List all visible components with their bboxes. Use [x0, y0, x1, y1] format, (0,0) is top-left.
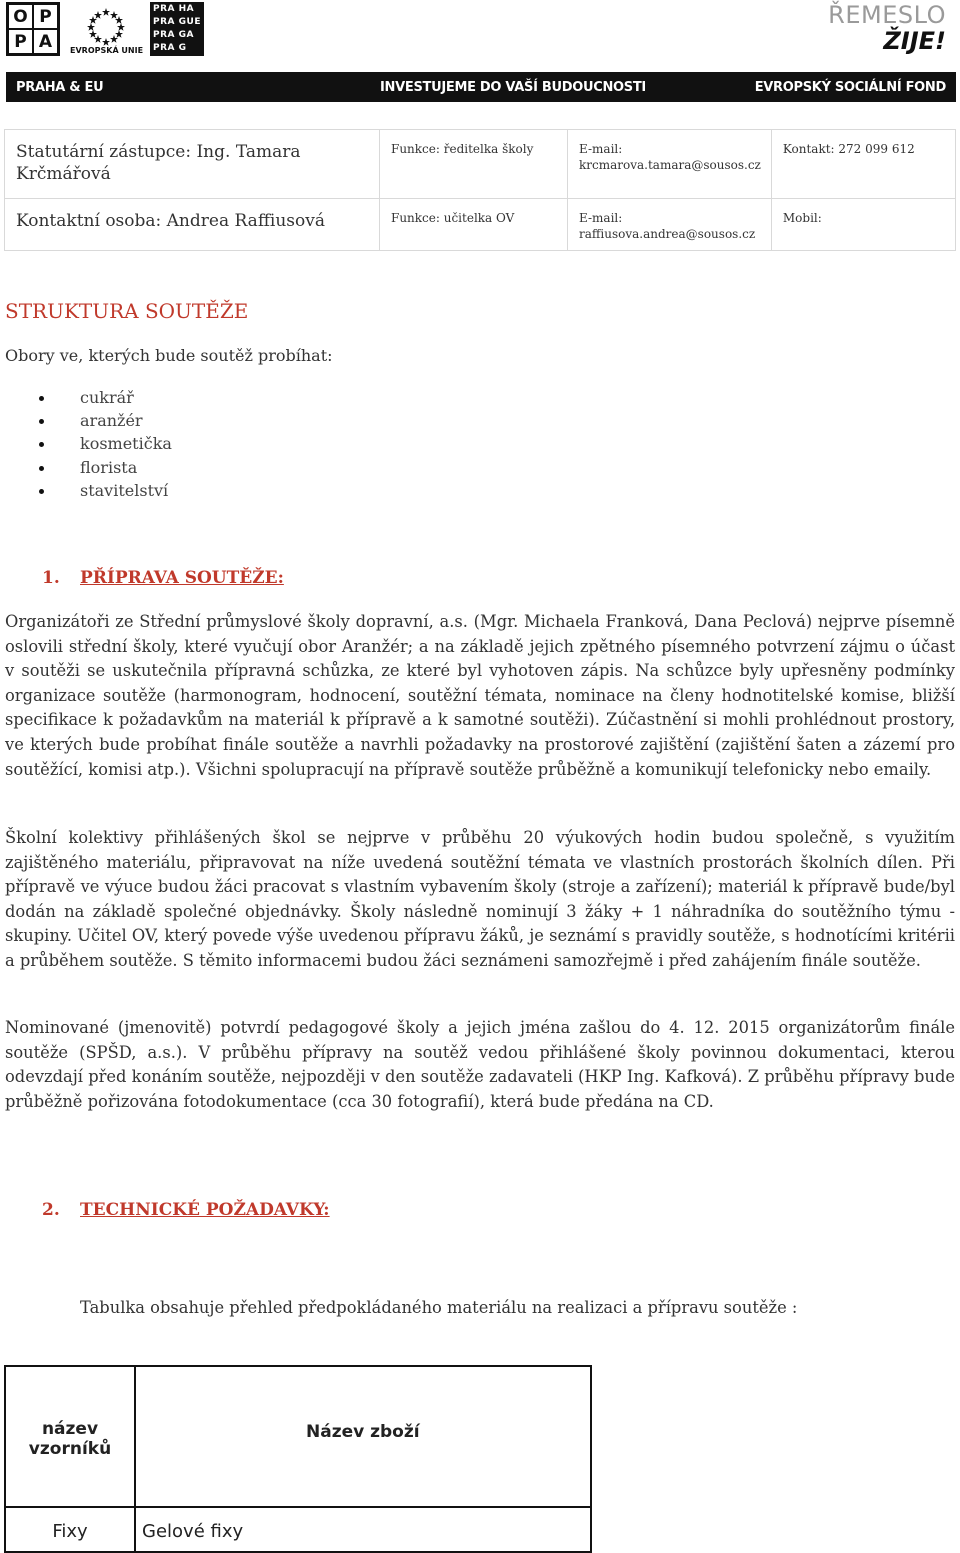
remeslo-logo-line2: ŽIJE! [883, 27, 946, 55]
table-row [5, 1507, 591, 1552]
list-item: stavitelství [30, 479, 172, 502]
contact-phone: Kontakt: 272 099 612 [771, 130, 955, 199]
praha-logo-line: PRA GUE [153, 17, 201, 27]
opp-a-logo [6, 2, 60, 56]
contact-table [4, 129, 956, 251]
eu-flag-icon [70, 2, 142, 48]
contact-email[interactable]: raffiusova.andrea@sousos.cz [579, 227, 756, 241]
contact-role: Kontaktní osoba: Andrea Raffiusová [5, 199, 380, 251]
fields-list [30, 386, 172, 502]
contact-function: Funkce: ředitelka školy [380, 130, 568, 199]
list-item: kosmetička [30, 432, 172, 455]
contact-role: Statutární zástupce: Ing. Tamara Krčmářová [5, 130, 380, 199]
header-banner [6, 72, 956, 102]
contact-email[interactable]: krcmarova.tamara@sousos.cz [579, 158, 761, 172]
banner-right-text: EVROPSKÝ SOCIÁLNÍ FOND [754, 80, 946, 95]
list-item: florista [30, 456, 172, 479]
list-item: aranžér [30, 409, 172, 432]
praha-logo-line: PRA GA [153, 30, 194, 40]
contact-phone: Mobil: [771, 199, 955, 251]
contact-email-label: E-mail: [579, 211, 623, 225]
fields-intro: Obory ve, kterých bude soutěž probíhat: [5, 346, 333, 365]
opp-logo-letter: A [33, 29, 58, 54]
contact-email-label: E-mail: [579, 142, 623, 156]
banner-left-text: PRAHA & EU [16, 80, 104, 95]
table-header-row [5, 1366, 591, 1507]
materials-table [4, 1365, 592, 1553]
paragraph: Školní kolektivy přihlášených škol se nejprve v průběhu 20 výukových hodin budou společně, s využitím zajištěného materiálu, připravovat na níže uvedená soutěžní témata ve vlastních prostorách školních dílen. Při přípravě ve výuce budou žáci pracovat s vlastním vybavením školy (stroje a zařízení); materiál k přípravě bude/byl dodán na základě společné objednávky. Školy následně nominují 3 žáky + 1 náhradníka do soutěžního týmu - skupiny. Učitel OV, který povede výše uvedenou přípravu žáků, je seznámí s pravidly soutěže, s hodnotícími kritérii a průběhem soutěže. S těmito informacemi budou žáci seznámeni samozřejmě i před zahájením finále soutěže. [5, 828, 955, 970]
contact-email-cell [568, 199, 772, 251]
column-header: název vzorníků [5, 1366, 135, 1507]
praha-logo [150, 2, 204, 56]
opp-logo-letter: P [33, 4, 58, 29]
remeslo-logo-line1: ŘEMESLO [828, 1, 946, 29]
praha-logo-line: PRA HA [153, 4, 195, 14]
contact-row [5, 130, 956, 199]
structure-heading: STRUKTURA SOUTĚŽE [5, 299, 249, 323]
contact-row [5, 199, 956, 251]
remeslo-zije-logo [828, 2, 946, 54]
praha-logo-line: PRA G [153, 43, 187, 53]
table-intro: Tabulka obsahuje přehled předpokládaného materiálu na realizaci a přípravu soutěže : [80, 1298, 798, 1317]
banner-center-text: INVESTUJEME DO VAŠÍ BUDOUCNOSTI [380, 80, 646, 95]
contact-function: Funkce: učitelka OV [380, 199, 568, 251]
paragraph: Nominované (jmenovitě) potvrdí pedagogové školy a jejich jména zašlou do 4. 12. 2015 organizátorům finále soutěže (SPŠD, a.s.). V průběhu přípravy na soutěž vedou přihlášené školy povinnou dokumentaci, kterou odevzdají před konáním soutěže, nejpozději v den soutěže zadavateli (HKP Ing. Kafková). Z průběhu přípravy bude průběžně pořizována fotodokumentace (cca 30 fotografií), která bude předána na CD. [5, 1018, 955, 1111]
contact-email-cell [568, 130, 772, 199]
section-number: 1. [42, 568, 60, 588]
opp-logo-letter: P [8, 29, 33, 54]
table-cell: Gelové fixy [135, 1507, 591, 1552]
eu-caption: EVROPSKÁ UNIE [70, 46, 144, 55]
section-title: PŘÍPRAVA SOUTĚŽE: [80, 568, 284, 588]
paragraph: Organizátoři ze Střední průmyslové školy dopravní, a.s. (Mgr. Michaela Franková, Dana Peclová) nejprve písemně oslovili střední školy, které vyučují obor Aranžér; a na základě jejich zpětného písemného potvrzení zájmu o účast v soutěži se uskutečnila přípravná schůzka, ze které byl vyhotoven zápis. Na schůzce byly upřesněny podmínky organizace soutěže (harmonogram, hodnocení, soutěžní témata, nominace na členy hodnotitelské komise, bližší specifikace k požadavkům na materiál k přípravě a k samotné soutěži). Zúčastnění si mohli prohlédnout prostory, ve kterých bude probíhat finále soutěže a navrhli požadavky na prostorové zajištění (zajištění šaten a zázemí pro soutěžící, komisi atp.). Všichni spolupracují na přípravě soutěže průběžně a komunikují telefonicky nebo emaily. [5, 612, 955, 779]
table-cell: Fixy [5, 1507, 135, 1552]
section-number: 2. [42, 1200, 60, 1220]
list-item: cukrář [30, 386, 172, 409]
section-title: TECHNICKÉ POŽADAVKY: [80, 1200, 330, 1220]
opp-logo-letter: O [8, 4, 33, 29]
column-header: Název zboží [135, 1366, 591, 1507]
